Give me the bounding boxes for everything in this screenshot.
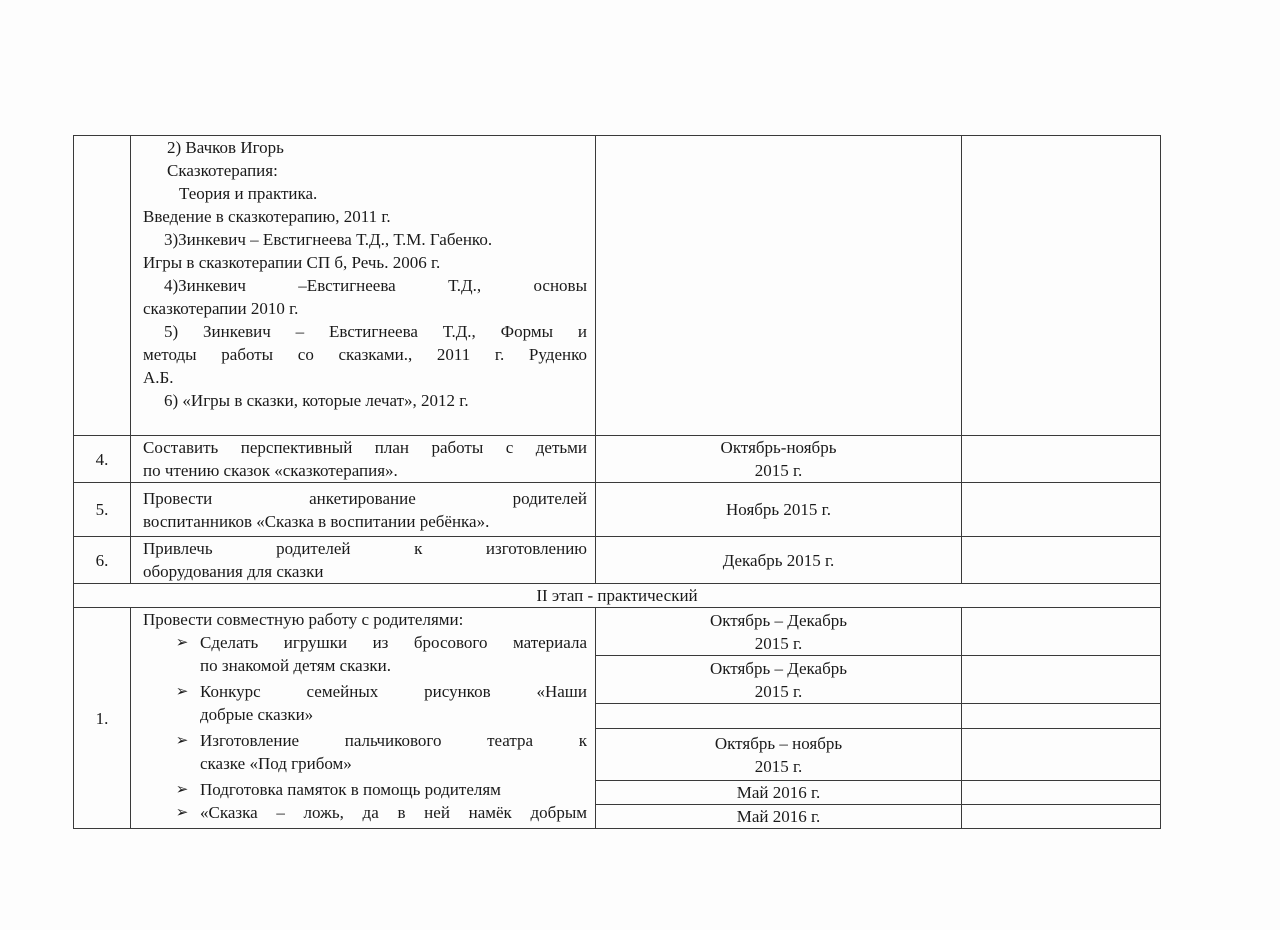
term-cell — [596, 436, 962, 483]
item-line: Конкурс семейных рисунков «Наши — [200, 682, 587, 701]
term-cell: Май 2016 г. — [596, 781, 962, 805]
task-cell — [131, 537, 596, 584]
literature-cell — [131, 136, 596, 436]
item-line: сказке «Под грибом» — [200, 754, 352, 773]
num-cell — [74, 136, 131, 436]
term-cell — [596, 608, 962, 656]
item-line: «Сказка – ложь, да в ней намёк добрым — [200, 803, 587, 822]
literature-line: 4)Зинкевич –Евстигнеева Т.Д., основы — [164, 276, 587, 295]
list-item — [143, 801, 587, 824]
task-line: воспитанников «Сказка в воспитании ребёнка». — [143, 511, 490, 531]
task-cell — [131, 436, 596, 483]
responsible-cell — [962, 781, 1161, 805]
arrow-bullet-icon: ➢ — [175, 803, 189, 821]
term-cell: Май 2016 г. — [596, 805, 962, 829]
table-row — [74, 436, 1161, 483]
item-line: Изготовление пальчикового театра к — [200, 731, 587, 750]
task-line: оборудования для сказки — [143, 562, 324, 581]
literature-line: Игры в сказкотерапии СП б, Речь. 2006 г. — [143, 253, 441, 272]
task-intro: Провести совместную работу с родителями: — [143, 610, 464, 629]
task-line: Составить перспективный план работы с детьми — [143, 438, 587, 457]
arrow-bullet-icon: ➢ — [175, 682, 189, 700]
term-cell — [596, 704, 962, 729]
task-cell — [131, 483, 596, 537]
arrow-bullet-icon: ➢ — [175, 780, 189, 798]
term-cell — [596, 656, 962, 704]
arrow-bullet-icon: ➢ — [175, 731, 189, 749]
literature-line: сказкотерапии 2010 г. — [143, 299, 299, 318]
term-cell: Декабрь 2015 г. — [596, 537, 962, 584]
row-number: 5. — [74, 483, 131, 537]
term-line: 2015 г. — [754, 633, 803, 653]
task-line: по чтению сказок «сказкотерапия». — [143, 461, 398, 480]
responsible-cell — [962, 656, 1161, 704]
responsible-cell — [962, 608, 1161, 656]
table-row — [74, 136, 1161, 436]
arrow-bullet-icon: ➢ — [175, 633, 189, 651]
literature-line: Сказкотерапия: — [167, 161, 278, 180]
responsible-cell — [962, 729, 1161, 781]
item-line: Сделать игрушки из бросового материала — [200, 633, 587, 652]
bullet-list — [143, 631, 587, 824]
term-cell — [596, 729, 962, 781]
item-line: по знакомой детям сказки. — [200, 656, 392, 675]
literature-line: Введение в сказкотерапию, 2011 г. — [143, 207, 391, 226]
responsible-cell — [962, 483, 1161, 537]
task-cell — [131, 608, 596, 829]
responsible-cell — [962, 805, 1161, 829]
table-row — [74, 483, 1161, 537]
term-line: Октябрь – ноябрь — [714, 733, 843, 753]
literature-line: методы работы со сказками., 2011 г. Руденко — [143, 345, 587, 364]
literature-line: 6) «Игры в сказки, которые лечат», 2012 г. — [164, 391, 469, 410]
list-item — [143, 680, 587, 726]
term-line: Октябрь – Декабрь — [709, 610, 848, 630]
term-line: 2015 г. — [754, 461, 803, 480]
term-cell: Ноябрь 2015 г. — [596, 483, 962, 537]
literature-line: 5) Зинкевич – Евстигнеева Т.Д., Формы и — [164, 322, 587, 341]
term-line: 2015 г. — [754, 756, 803, 776]
term-line: Октябрь – Декабрь — [709, 658, 848, 678]
stage-title: II этап - практический — [74, 584, 1161, 608]
plan-table — [73, 135, 1161, 829]
item-line: добрые сказки» — [200, 705, 314, 724]
list-item — [143, 631, 587, 677]
literature-line: 3)Зинкевич – Евстигнеева Т.Д., Т.М. Габенко. — [164, 230, 493, 249]
list-item — [143, 729, 587, 775]
literature-line: А.Б. — [143, 368, 174, 387]
task-line: Провести анкетирование родителей — [143, 488, 587, 508]
row-number: 1. — [74, 608, 131, 829]
table-row — [74, 537, 1161, 584]
responsible-cell — [962, 704, 1161, 729]
item-line: Подготовка памяток в помощь родителям — [200, 780, 501, 799]
literature-line: 2) Вачков Игорь — [167, 138, 284, 157]
literature-line: Теория и практика. — [179, 184, 318, 203]
responsible-cell — [962, 436, 1161, 483]
row-number: 6. — [74, 537, 131, 584]
responsible-cell — [962, 537, 1161, 584]
stage-row — [74, 584, 1161, 608]
task-line: Привлечь родителей к изготовлению — [143, 539, 587, 558]
list-item — [143, 778, 587, 801]
term-line: 2015 г. — [754, 681, 803, 701]
term-line: Октябрь-ноябрь — [720, 438, 837, 457]
term-cell — [596, 136, 962, 436]
responsible-cell — [962, 136, 1161, 436]
table-row — [74, 608, 1161, 656]
row-number: 4. — [74, 436, 131, 483]
